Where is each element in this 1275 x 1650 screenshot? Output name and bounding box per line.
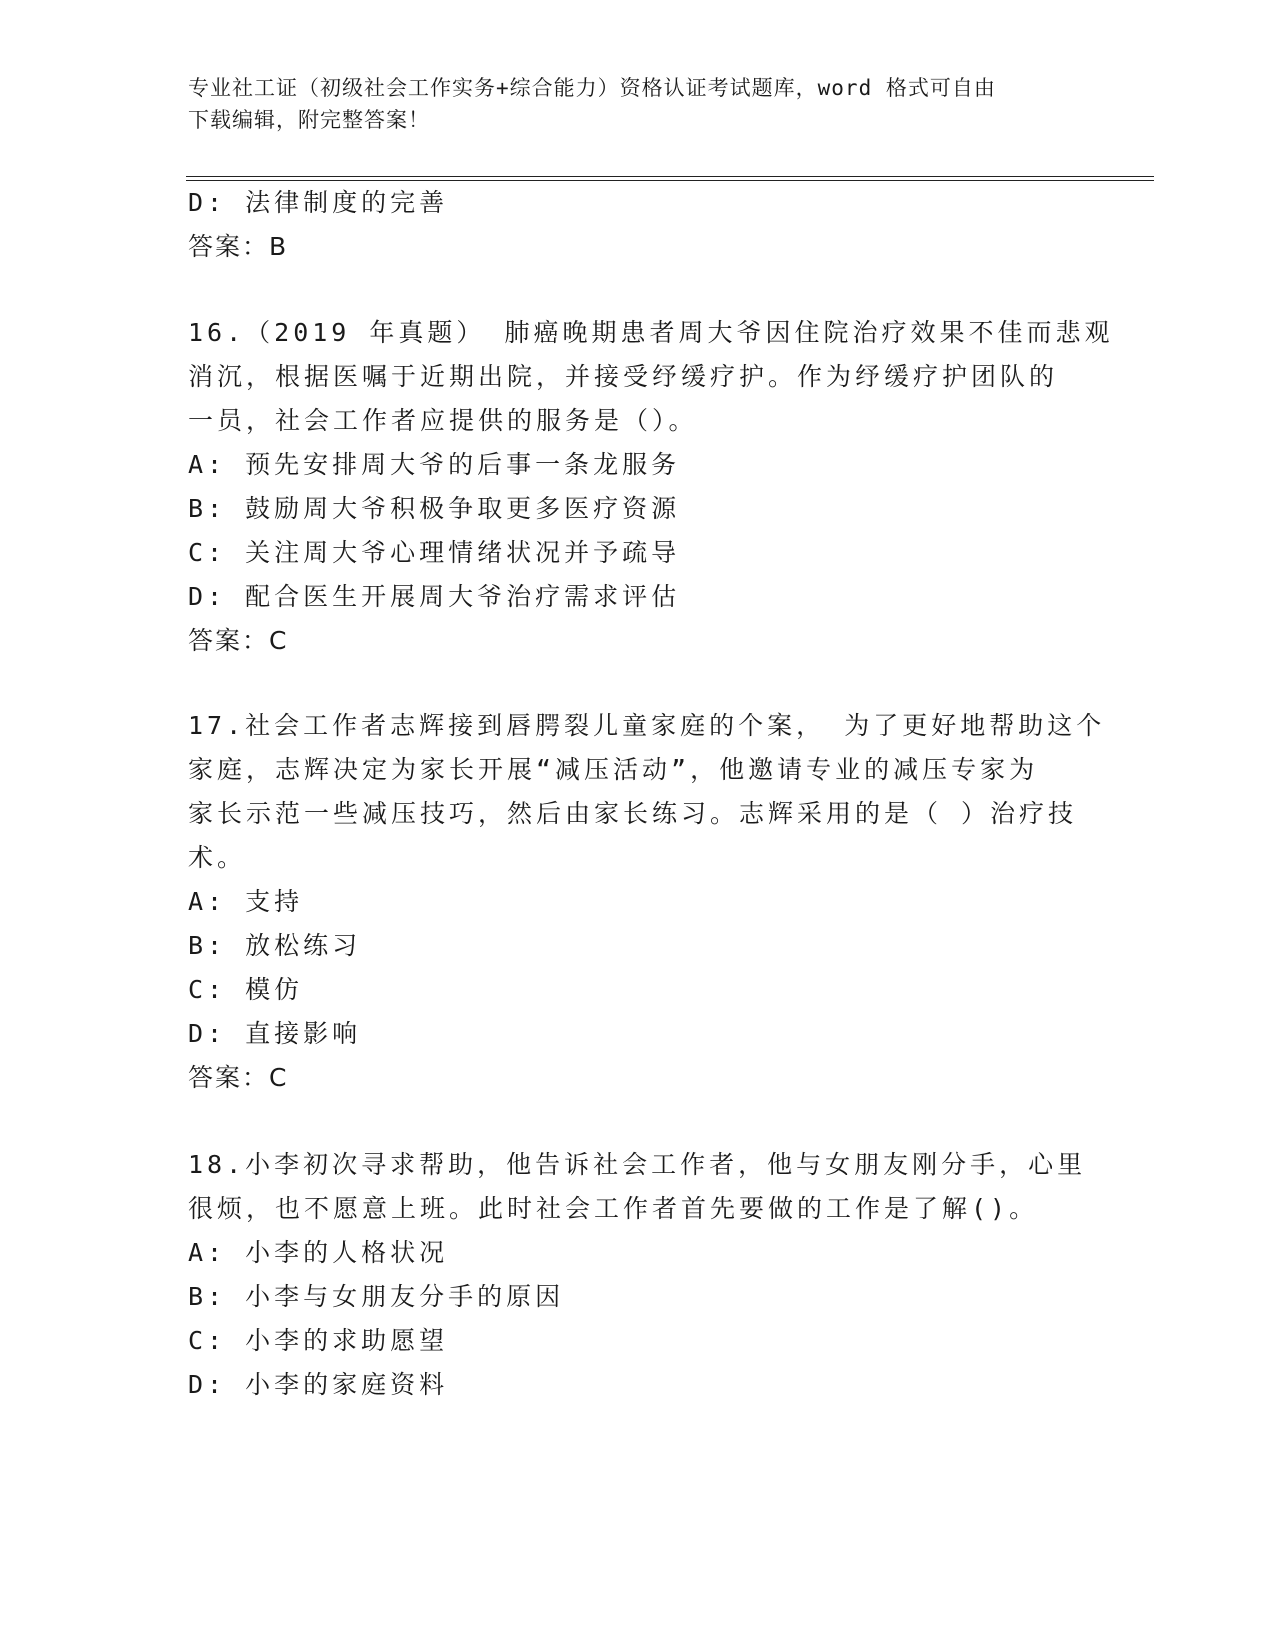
q17-option-c: C: 模仿 <box>188 975 304 1004</box>
q18-option-a: A: 小李的人格状况 <box>188 1238 449 1267</box>
q18-option-b: B: 小李与女朋友分手的原因 <box>188 1282 565 1311</box>
q18-option-c: C: 小李的求助愿望 <box>188 1326 449 1355</box>
q17-option-a: A: 支持 <box>188 887 304 916</box>
header-line-1: 专业社工证（初级社会工作实务+综合能力）资格认证考试题库，word 格式可自由 <box>188 76 996 100</box>
q16-option-a: A: 预先安排周大爷的后事一条龙服务 <box>188 450 681 479</box>
prev-option-d: D: 法律制度的完善 <box>188 188 449 217</box>
q18-option-d: D: 小李的家庭资料 <box>188 1370 449 1399</box>
q17-option-d: D: 直接影响 <box>188 1019 362 1048</box>
q17-stem-line-1: 17.社会工作者志辉接到唇腭裂儿童家庭的个案， 为了更好地帮助这个 <box>188 711 1106 740</box>
q18-stem-line-1: 18.小李初次寻求帮助，他告诉社会工作者，他与女朋友刚分手，心里 <box>188 1150 1087 1179</box>
q16-option-d: D: 配合医生开展周大爷治疗需求评估 <box>188 582 681 611</box>
q17-stem-line-3: 家长示范一些减压技巧，然后由家长练习。志辉采用的是（ ）治疗技 <box>188 799 1078 828</box>
q16-stem-line-3: 一员，社会工作者应提供的服务是（）。 <box>188 406 698 435</box>
q18-stem-line-2: 很烦，也不愿意上班。此时社会工作者首先要做的工作是了解()。 <box>188 1194 1039 1223</box>
q16-stem-line-1: 16.（2019 年真题） 肺癌晚期患者周大爷因住院治疗效果不佳而悲观 <box>188 318 1114 347</box>
q16-answer: 答案：C <box>188 626 289 655</box>
q17-answer: 答案：C <box>188 1063 289 1092</box>
document-header <box>188 72 1088 136</box>
q16-stem-line-2: 消沉，根据医嘱于近期出院，并接受纾缓疗护。作为纾缓疗护团队的 <box>188 362 1059 391</box>
q17-option-b: B: 放松练习 <box>188 931 362 960</box>
prev-answer: 答案：B <box>188 232 289 261</box>
header-line-2: 下载编辑，附完整答案！ <box>188 108 430 132</box>
q17-stem-line-2: 家庭，志辉决定为家长开展“减压活动”，他邀请专业的减压专家为 <box>188 755 1039 784</box>
header-divider <box>186 176 1154 181</box>
q16-option-b: B: 鼓励周大爷积极争取更多医疗资源 <box>188 494 681 523</box>
q16-option-c: C: 关注周大爷心理情绪状况并予疏导 <box>188 538 681 567</box>
q17-stem-line-4: 术。 <box>188 843 247 872</box>
